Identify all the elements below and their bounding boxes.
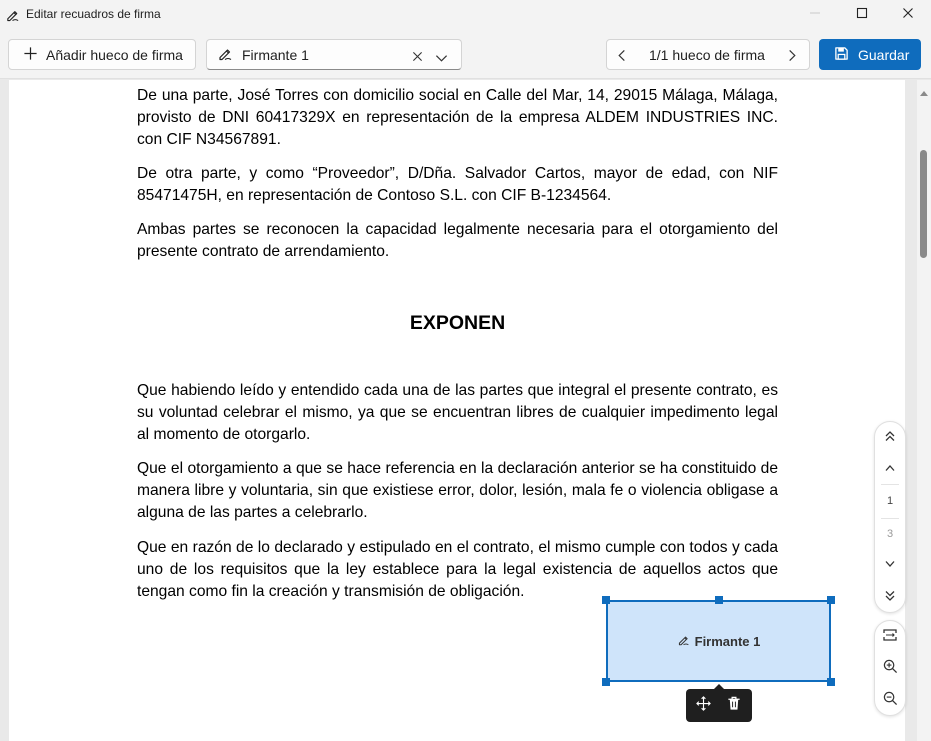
minimize-icon bbox=[809, 6, 821, 24]
signer-dropdown-value: Firmante 1 bbox=[242, 46, 309, 63]
previous-page-button[interactable] bbox=[875, 454, 905, 484]
signature-box-actions bbox=[686, 689, 752, 722]
scroll-up-icon[interactable] bbox=[920, 83, 928, 101]
signature-box[interactable] bbox=[606, 600, 831, 682]
maximize-icon bbox=[856, 6, 868, 24]
document-heading: EXPONEN bbox=[409, 312, 506, 334]
vertical-scrollbar[interactable] bbox=[917, 80, 931, 741]
signature-box-label: Firmante 1 bbox=[694, 633, 761, 649]
signature-pen-icon bbox=[217, 45, 233, 64]
move-icon bbox=[696, 696, 711, 716]
document-paragraph: Que en razón de lo declarado y estipulado en el contrato, el mismo cumple con todos y cada uno de los requisitos que la ley establece para la legal existencia de aquellos actos que tengan como fin la creación y transmisión de obligación. bbox=[137, 539, 778, 600]
resize-handle-bottom-left[interactable] bbox=[602, 678, 610, 686]
delete-button[interactable] bbox=[725, 697, 743, 715]
plus-icon bbox=[23, 46, 38, 64]
signature-pen-icon bbox=[677, 633, 690, 649]
chevron-left-icon[interactable] bbox=[617, 49, 627, 65]
chevron-down-icon[interactable] bbox=[435, 50, 448, 66]
signature-pen-icon bbox=[5, 7, 20, 22]
chevron-right-icon[interactable] bbox=[787, 49, 797, 65]
window-title: Editar recuadros de firma bbox=[26, 7, 161, 21]
actions-pointer bbox=[713, 684, 725, 690]
document-paragraph: Ambas partes se reconocen la capacidad legalmente necesaria para el otorgamiento del presente contrato de arrendamiento. bbox=[137, 221, 778, 260]
zoom-out-icon bbox=[883, 691, 898, 709]
maximize-button[interactable] bbox=[839, 0, 885, 29]
signature-slot-pager bbox=[606, 39, 810, 70]
close-icon[interactable] bbox=[412, 49, 423, 65]
zoom-in-icon bbox=[883, 659, 898, 677]
resize-handle-top[interactable] bbox=[715, 596, 723, 604]
nav-divider bbox=[881, 484, 899, 485]
close-window-button[interactable] bbox=[885, 0, 931, 29]
add-signature-slot-label: Añadir hueco de firma bbox=[46, 46, 183, 63]
zoom-out-button[interactable] bbox=[875, 685, 905, 715]
scrollbar-thumb[interactable] bbox=[920, 150, 927, 258]
close-icon bbox=[902, 6, 914, 24]
total-pages-number: 3 bbox=[886, 528, 894, 540]
zoom-in-button[interactable] bbox=[875, 653, 905, 683]
double-chevron-down-icon bbox=[884, 590, 896, 605]
resize-handle-top-right[interactable] bbox=[827, 596, 835, 604]
chevron-up-icon bbox=[884, 463, 896, 476]
zoom-tools bbox=[874, 620, 906, 716]
document-paragraph: De una parte, José Torres con domicilio social en Calle del Mar, 14, 29015 Málaga, Málaga, provisto de DNI 60417329X en representación de la empresa ALDEM INDUSTRIES INC. con CIF N34567891. bbox=[137, 87, 778, 148]
fit-width-icon bbox=[882, 628, 898, 645]
double-chevron-up-icon bbox=[884, 430, 896, 445]
chevron-down-icon bbox=[884, 559, 896, 572]
resize-handle-top-left[interactable] bbox=[602, 596, 610, 604]
title-bar bbox=[0, 0, 931, 29]
current-page-number: 1 bbox=[886, 495, 894, 507]
trash-icon bbox=[727, 696, 741, 716]
save-button-label: Guardar bbox=[858, 46, 910, 63]
save-button[interactable] bbox=[819, 39, 921, 70]
minimize-button[interactable] bbox=[792, 0, 838, 29]
document-paragraph: De otra parte, y como “Proveedor”, D/Dña. Salvador Cartos, mayor de edad, con NIF 85471475H, en representación de Contoso S.L. con CIF B-1234564. bbox=[137, 165, 778, 204]
signer-dropdown[interactable] bbox=[206, 39, 462, 70]
document-paragraph: Que el otorgamiento a que se hace referencia en la declaración anterior se ha constituido de manera libre y voluntaria, sin que existiese error, dolor, lesión, mala fe o violencia obligase a alguna de las partes a celebrarlo. bbox=[137, 460, 778, 521]
first-page-button[interactable] bbox=[875, 422, 905, 452]
next-page-button[interactable] bbox=[875, 550, 905, 580]
floppy-disk-icon bbox=[834, 46, 849, 64]
document-paragraph: Que habiendo leído y entendido cada una de las partes que integral el presente contrato, es su voluntad celebrar el mismo, ya que se encuentran libres de cualquier impedimento legal al momento de otorgarlo. bbox=[137, 382, 778, 443]
toolbar bbox=[0, 29, 931, 79]
move-button[interactable] bbox=[694, 697, 712, 715]
fit-width-button[interactable] bbox=[875, 621, 905, 651]
last-page-button[interactable] bbox=[875, 582, 905, 612]
signature-slot-counter: 1/1 hueco de firma bbox=[649, 47, 765, 63]
page-navigation bbox=[874, 421, 906, 613]
add-signature-slot-button[interactable] bbox=[8, 39, 196, 70]
resize-handle-bottom-right[interactable] bbox=[827, 678, 835, 686]
